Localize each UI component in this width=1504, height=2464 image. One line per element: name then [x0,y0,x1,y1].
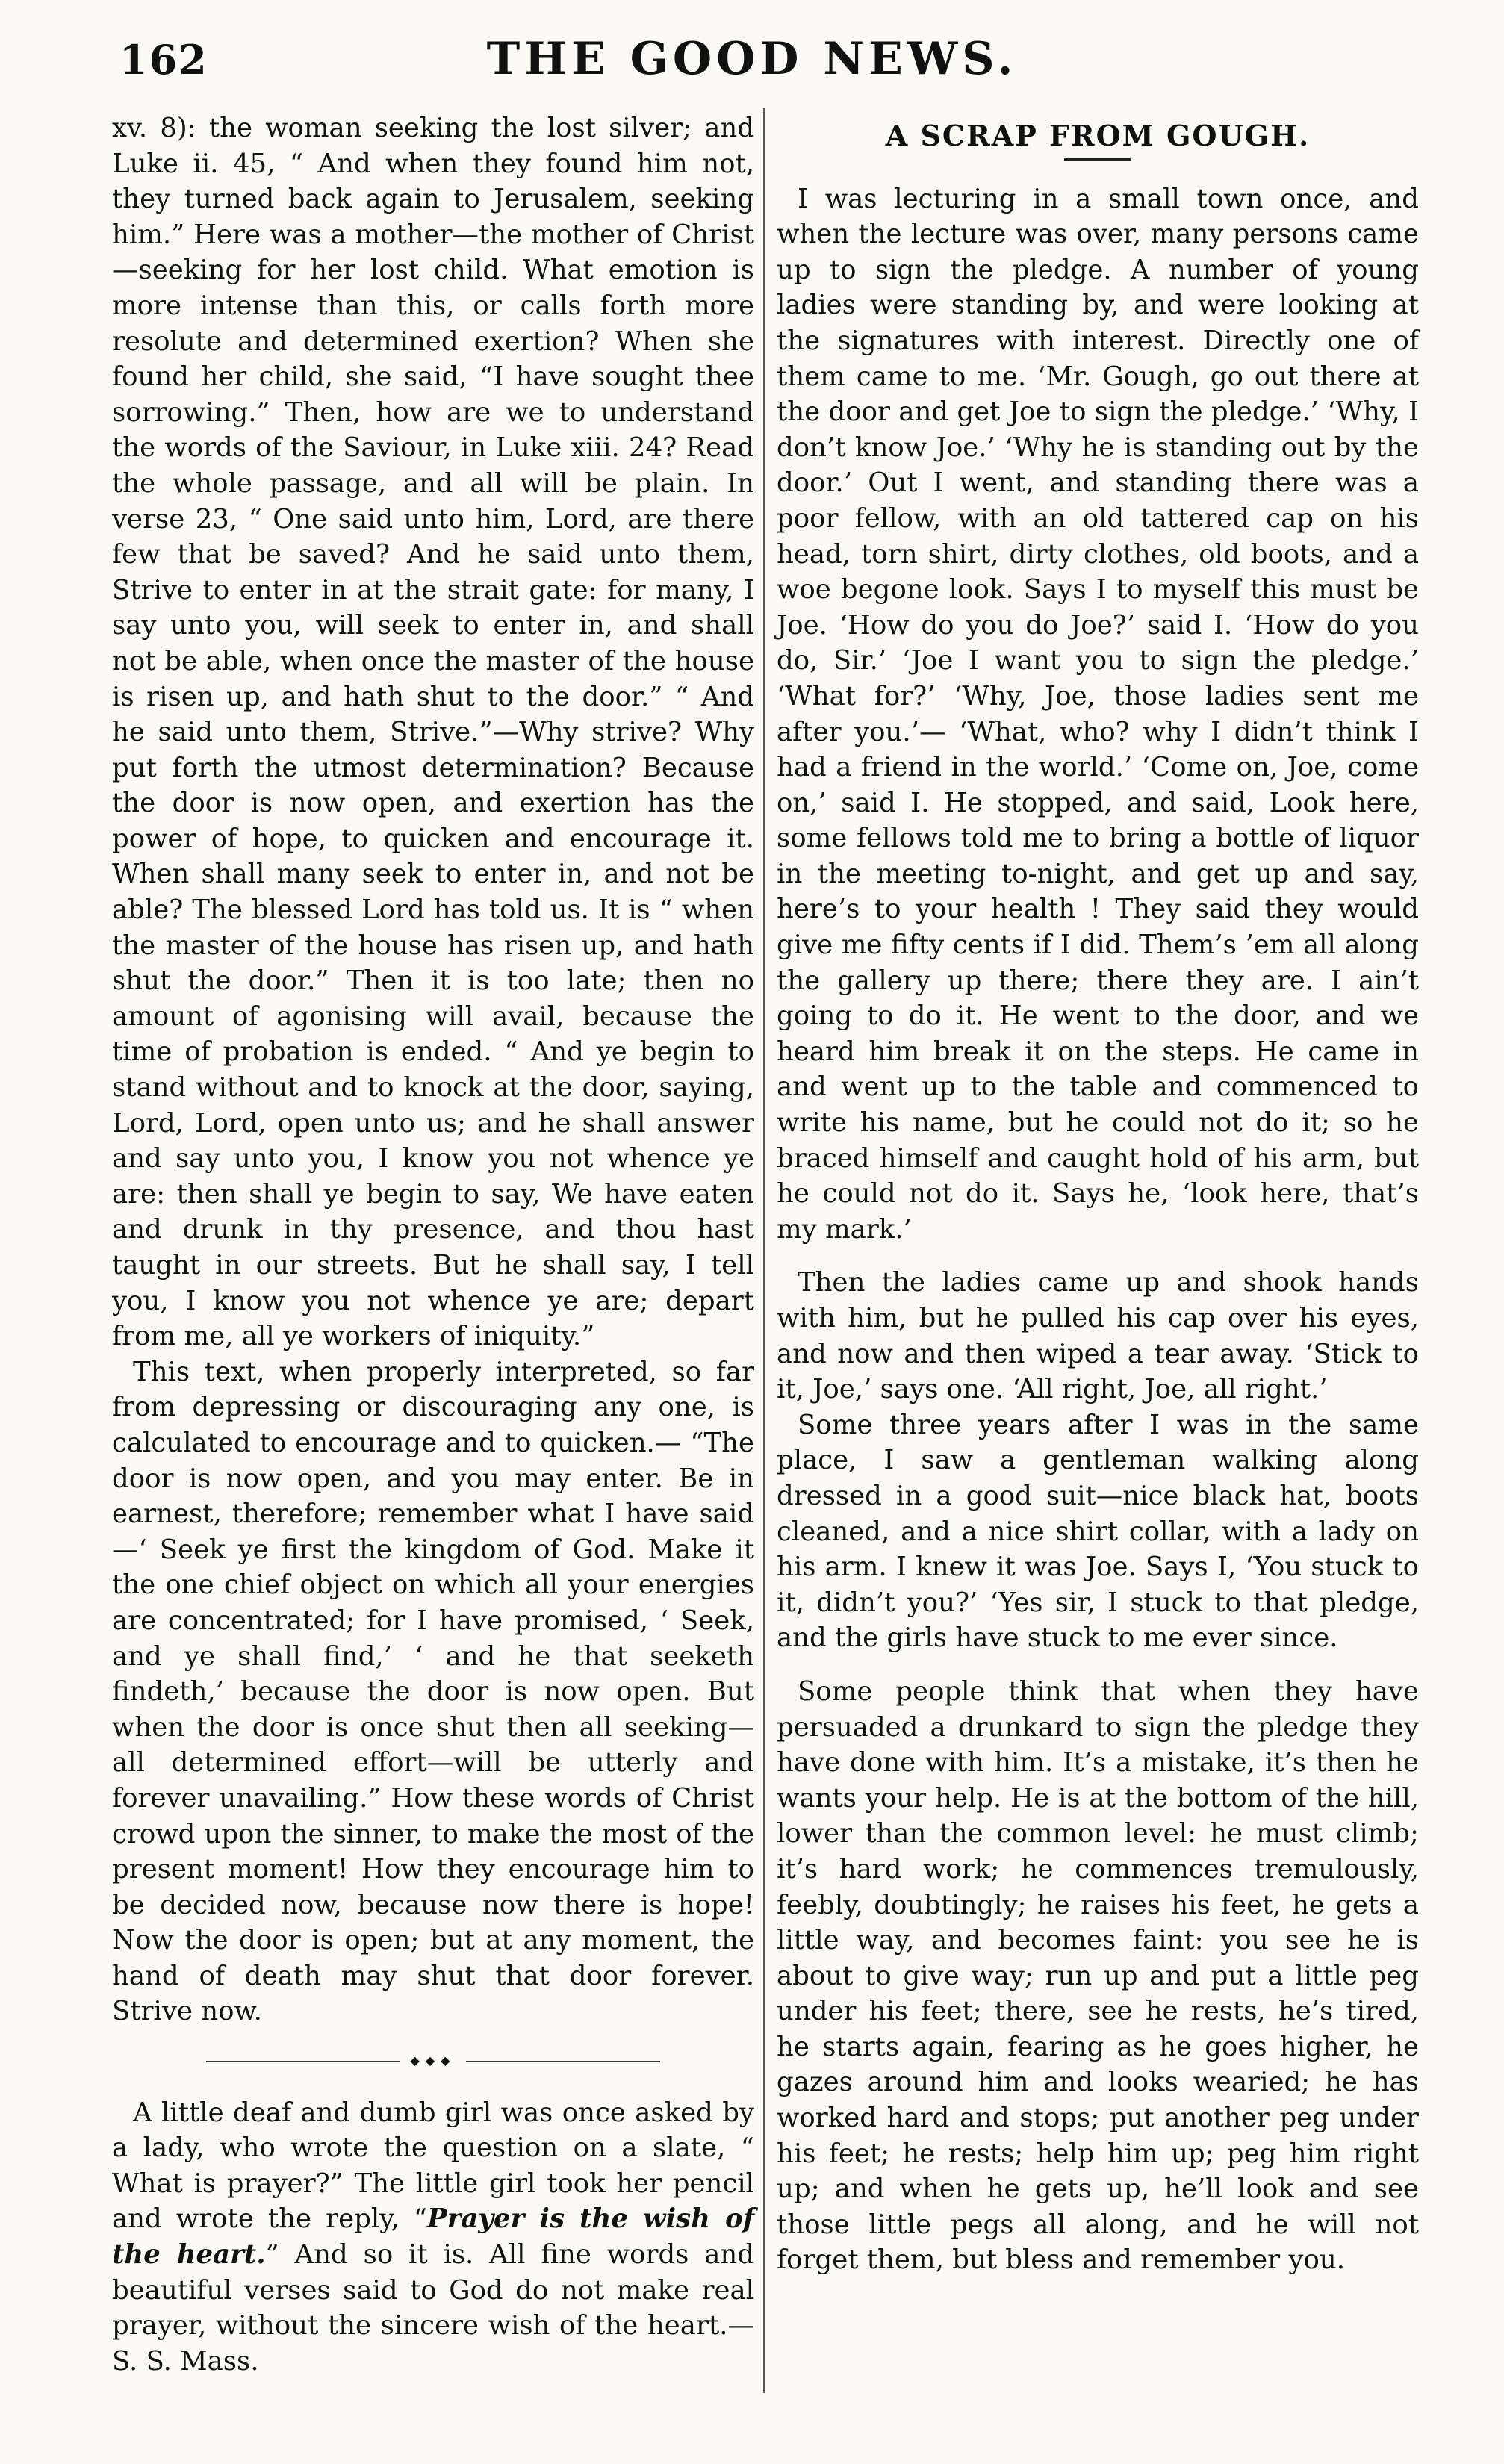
page-header [0,28,1504,96]
article-heading: A SCRAP FROM GOUGH. [885,119,1311,152]
journal-title: THE GOOD NEWS. [486,33,1018,85]
article-paragraph: I was lecturing in a small town once, and when the lecture was over, many persons came up to sign the pledge. A number of young ladies were standing by, and were looking at the signatures with interest. Directly one of them came to me. ‘Mr. Gough, go out there at the door and get Joe to sign the pledge.’ ‘Why, I don’t know Joe.’ ‘Why he is standing out by the door.’ Out I went, and standing there was a poor fellow, with an old tattered cap on his head, torn shirt, dirty clothes, old boots, and a woe begone look. Says I to myself this must be Joe. ‘How do you do Joe?’ said I. ‘How do you do, Sir.’ ‘Joe I want you to sign the pledge.’ ‘What for?’ ‘Why, Joe, those ladies sent me after you.’— ‘What, who? why I didn’t think I had a friend in the world.’ ‘Come on, Joe, come on,’ said I. He stopped, and said, Look here, some fellows told me to bring a bottle of liquor in the meeting to-night, and get up and say, here’s to your health ! They said they would give me fifty cents if I did. Them’s ’em all along the gallery up there; there they are. I ain’t going to do it. He went to the door, and we heard him break it on the steps. He came in and went up to the table and commenced to write his name, but he could not do it; so he braced himself and caught hold of his arm, but he could not do it. Says he, ‘look here, that’s my mark.’ [777,183,1419,1245]
anecdote-text-end: ” And so it is. All fine words and beautiful verses said to God do not make real prayer, without the sincere wish of the heart.—S. S. Mass. [112,2239,754,2377]
section-separator [112,2043,754,2079]
page-number: 162 [119,36,208,84]
column-divider [763,108,765,2393]
prayer-anecdote-paragraph [112,2095,754,2380]
article-paragraph: This text, when properly interpreted, so far from depressing or discouraging any one, is calculated to encourage and to quicken.— “The door is now open, and you may enter. Be in earnest, therefore; remember what I have said—‘ Seek ye first the kingdom of God. Make it the one chief object on which all your energies are concentrated; for I have promised, ‘ Seek, and ye shall find,’ ‘ and he that seeketh findeth,’ because the door is now open. But when the door is once shut then all seeking—all determined effort—will be utterly and forever unavailing.” How these words of Christ crowd upon the sinner, to make the most of the present moment! How they encourage him to be decided now, because now there is hope! Now the door is open; but at any moment, the hand of death may shut that door forever. Strive now. [112,1356,754,2027]
right-column [777,111,1419,2278]
heading-rule [1064,158,1131,161]
left-column [112,111,754,2379]
anecdote-text-start: A little deaf and dumb girl was once asked by a lady, who wrote the question on a slate, “ What is prayer?” The little girl took her pencil and wrote the reply, “ [112,2097,754,2235]
article-paragraph: Some three years after I was in the same place, I saw a gentleman walking along dressed in a good suit—nice black hat, boots cleaned, and a nice shirt collar, with a lady on his arm. I knew it was Joe. Says I, ‘You stuck to it, didn’t you?’ ‘Yes sir, I stuck to that pledge, and the girls have stuck to me ever since. [777,1409,1419,1654]
article-paragraph: Then the ladies came up and shook hands with him, but he pulled his cap over his eyes, and now and then wiped a tear away. ‘Stick to it, Joe,’ says one. ‘All right, Joe, all right.’ [777,1267,1419,1405]
article-paragraph: Some people think that when they have persuaded a drunkard to sign the pledge they have done with him. It’s a mistake, it’s then he wants your help. He is at the bottom of the hill, lower than the common level: he must climb; it’s hard work; he commences tremulously, feebly, doubtingly; he raises his feet, he gets a little way, and becomes faint: you see he is about to give way; run up and put a little peg under his feet; there, see he rests, he’s tired, he starts again, fearing as he goes higher, he gazes around him and looks wearied; he has worked hard and stops; put another peg under his feet; he rests; help him up; peg him right up; and when he gets up, he’ll look and see those little pegs all along, and he will not forget them, but bless and remember you. [777,1676,1419,2276]
article-continuation-paragraph: xv. 8): the woman seeking the lost silver; and Luke ii. 45, “ And when they found him not, they turned back again to Jerusalem, seeking him.” Here was a mother—the mother of Christ—seeking for her lost child. What emotion is more intense than this, or calls forth more resolute and determined exertion? When she found her child, she said, “I have sought thee sorrowing.” Then, how are we to understand the words of the Saviour, in Luke xiii. 24? Read the whole passage, and all will be plain. In verse 23, “ One said unto him, Lord, are there few that be saved? And he said unto them, Strive to enter in at the strait gate: for many, I say unto you, will seek to enter in, and shall not be able, when once the master of the house is risen up, and hath shut to the door.” “ And he said unto them, Strive.”—Why strive? Why put forth the utmost determination? Because the door is now open, and exertion has the power of hope, to quicken and encourage it. When shall many seek to enter in, and not be able? The blessed Lord has told us. It is “ when the master of the house has risen up, and hath shut the door.” Then it is too late; then no amount of agonising will avail, because the time of probation is ended. “ And ye begin to stand without and to knock at the door, saying, Lord, Lord, open unto us; and he shall answer and say unto you, I know you not whence ye are: then shall ye begin to say, We have eaten and drunk in thy presence, and thou hast taught in our streets. But he shall say, I tell you, I know you not whence ye are; depart from me, all ye workers of iniquity.” [112,113,754,1352]
anecdote-italic-quote: Prayer is the wish of the heart. [112,2203,754,2271]
separator-ornament: ◆◆◆ [410,2053,456,2068]
